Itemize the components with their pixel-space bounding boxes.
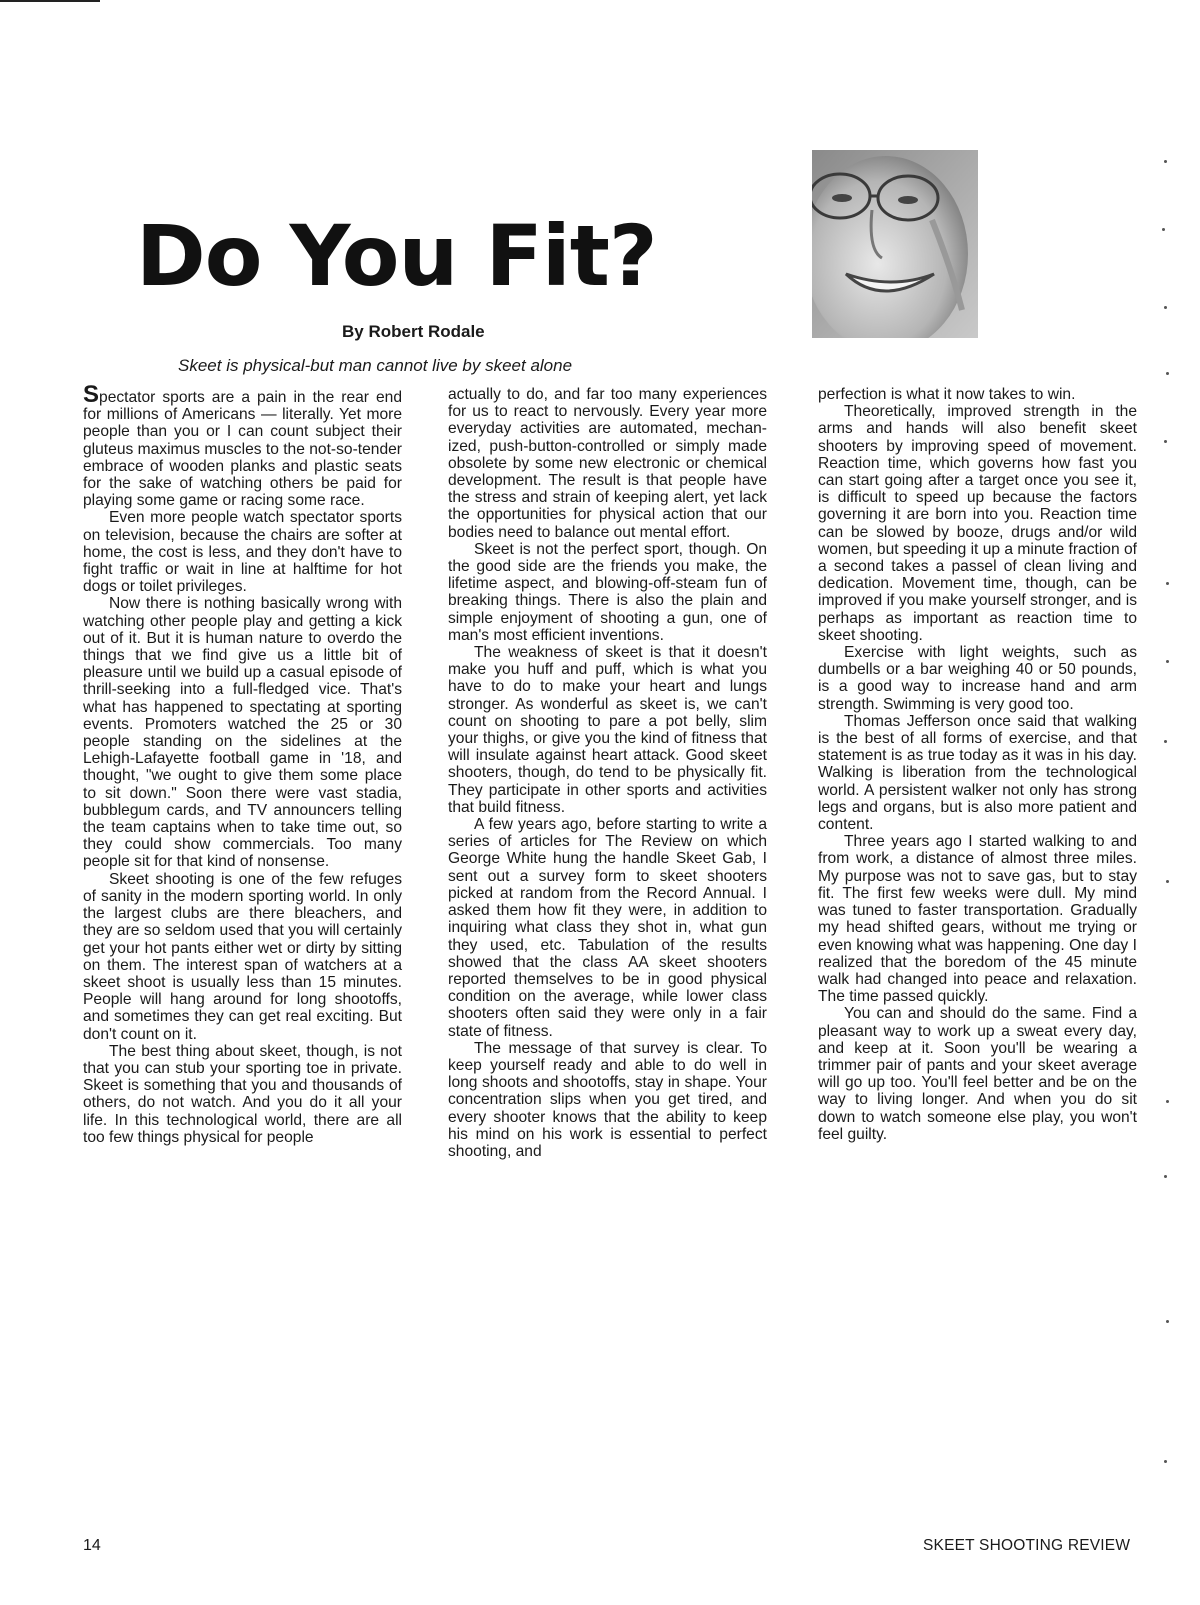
paragraph: You can and should do the same. Find a pleasant way to work up a sweat every day, and keep at it. Soon you'll be wearing a trimmer pair of pants and your skeet average will go up too. You'll feel better and be on the way to living longer. And when you do sit down to watch someone else play, you won't feel guilty. (818, 1005, 1137, 1143)
paragraph: Even more people watch spectator sports on television, because the chairs are softer at home, the cost is less, and they don't have to fight traffic or wait in line at halftime for hot dogs or toilet privileges. (83, 509, 402, 596)
paragraph: Theoretically, improved strength in the arms and hands will also benefit skeet shooters by improving speed of movement. Reaction time, which governs how fast you can start going after a target once you see it, is difficult to speed up because the factors governing it are born into you. Reaction time can be slowed by booze, drugs and/or wild women, but speeding it up a minute fraction of a second takes a passel of clean living and dedication. Movement time, though, can be improved if you make yourself stronger, and is perhaps as important as reaction time to skeet shooting. (818, 403, 1137, 644)
paragraph: Exercise with light weights, such as dumbells or a bar weighing 40 or 50 pounds, is a good way to increase hand and arm strength. Swimming is very good too. (818, 644, 1137, 713)
paragraph: Spectator sports are a pain in the rear end for millions of Americans — literally. Yet more people than you or I can count subject their gluteus maximus muscles to the not-so-tender embrace of wooden planks and plastic seats for the sake of watching others be paid for playing some game or racing some race. (83, 381, 402, 510)
paragraph: Skeet shooting is one of the few refuges of sanity in the modern sporting world. In only the largest clubs are there bleachers, and they are so seldom used that you will certainly get your hot pants either wet or dirty by sitting on them. The interest span of watchers at a skeet shoot is usually less than 15 minutes. People will hang around for long shootoffs, and sometimes they can get real exciting. But don't count on it. (83, 870, 402, 1043)
article-column-1 (83, 381, 402, 1146)
paragraph: Skeet is not the perfect sport, though. On the good side are the friends you make, the lifetime aspect, and blowing-off-steam fun of breaking things. There is also the plain and simple enjoyment of shooting a gun, one of man's most efficient inventions. (448, 540, 767, 644)
paragraph: The weakness of skeet is that it doesn't make you huff and puff, which is what you have to do to make your heart and lungs stronger. As wonderful as skeet is, we can't count on shooting to pare a pot belly, slim your thighs, or give you the kind of fitness that will insulate against heart attack. Good skeet shooters, though, do tend to be physically fit. They participate in other sports and activities that build fitness. (448, 644, 767, 816)
article-column-2 (448, 386, 767, 1160)
paragraph: perfection is what it now takes to win. (818, 386, 1076, 403)
portrait-image (812, 150, 978, 338)
top-edge-rule (0, 0, 100, 2)
author-portrait-photo (812, 150, 978, 338)
paragraph: Thomas Jefferson once said that walking is the best of all forms of exercise, and that statement is as true today as it was in his day. Walking is liberation from the technological world. A persistent walker not only has strong legs and organs, but is also more patient and content. (818, 712, 1137, 834)
paragraph: A few years ago, before starting to write a series of articles for The Review on which George White hung the handle Skeet Gab, I sent out a survey form to skeet shooters picked at random from the Record Annual. I asked them how fit they were, in addition to inquiring what class they shot in, what gun they used, etc. Tabulation of the results showed that the class AA skeet shooters reported themselves to be in good physical condition on the average, while lower class shooters often said they were only in a fair state of fitness. (448, 816, 767, 1040)
byline: By Robert Rodale (342, 322, 485, 341)
publication-name: SKEET SHOOTING REVIEW (923, 1537, 1131, 1554)
page-number: 14 (83, 1537, 101, 1554)
paragraph: Three years ago I started walking to and from work, a distance of almost three miles. My purpose was not to save gas, but to stay fit. The first few weeks were dull. My mind was tuned to faster transportation. Gradually my head shifted gears, without me trying or even knowing what was happening. One day I realized that the boredom of the 45 minute walk had changed into peace and relaxation. The time passed quickly. (818, 833, 1137, 1006)
paragraph: The best thing about skeet, though, is not that you can stub your sporting toe in private. Skeet is something that you and thousands of others, do not watch. And you do it all your life. In this technological world, there are all too few things physical for people (83, 1042, 402, 1146)
paragraph: The message of that survey is clear. To keep yourself ready and able to do well in long shoots and shootoffs, stay in shape. Your concentration slips when you get tired, and every shooter knows that the ability to keep his mind on his work is essential to perfect shooting, and (448, 1039, 767, 1160)
drop-cap: S (83, 381, 100, 408)
paragraph: Now there is nothing basically wrong with watching other people play and getting a kick out of it. But it is human nature to overdo the things that we find give us a little bit of pleasure until we build up a casual episode of thrill-seeking into a full-fledged vice. That's what has happened to spectating at sporting events. Promoters watched the 25 or 30 people standing on the sidelines at the Lehigh-Lafayette football game in '18, and thought, "we ought to give them some place to sit down." Soon there were vast stadia, bubblegum cards, and TV announcers telling the team captains when to take time out, so they could show commercials. Too many people sit for that kind of nonsense. (83, 595, 402, 871)
article-subtitle: Skeet is physical-but man cannot live by skeet alone (178, 356, 573, 375)
paragraph: actually to do, and far too many experiences for us to react to nervously. Every year more everyday activities are automated, mechanized, push-button-controlled or simply made obsolete by some new electronic or chemical development. The result is that people have the stress and strain of keeping alert, yet lack the opportunities for physical action that our bodies need to balance out mental effort. (448, 386, 767, 541)
article-column-3 (818, 386, 1137, 1143)
article-title: Do You Fit? (136, 207, 657, 305)
